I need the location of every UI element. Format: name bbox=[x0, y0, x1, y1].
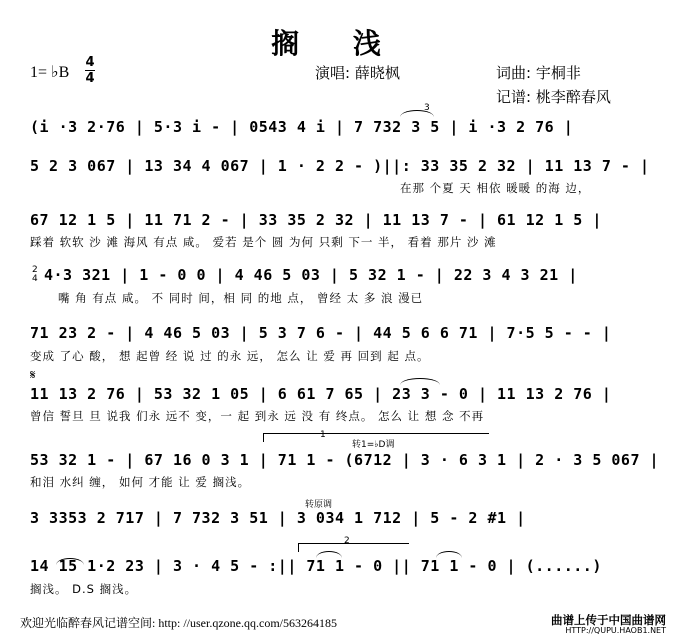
segno-sign: 𝄋 bbox=[30, 368, 36, 383]
tie-mark bbox=[436, 551, 462, 558]
score-row-9: 14 15 1·2 23 | 3 · 4 5 - :|| 71 1 - 0 || 71 1 - 0 | (......) bbox=[30, 557, 602, 575]
lyric-row-7: 和泪 水纠 缠， 如何 才能 让 爱 搁浅。 bbox=[30, 475, 251, 489]
score-row-4: 4·3 321 | 1 - 0 0 | 4 46 5 03 | 5 32 1 - | 22 3 4 3 21 | bbox=[44, 266, 578, 284]
lyric-row-3: 踩着 软软 沙 滩 海风 有点 咸。 爱若 是个 圆 为何 只剩 下一 半， 看着 那片 沙 滩 bbox=[30, 235, 497, 249]
watermark-text: 曲谱上传于中国曲谱网 bbox=[551, 613, 666, 627]
footer-credit: 欢迎光临醉春风记谱空间: http: //user.qzone.qq.com/563264185 bbox=[20, 616, 337, 630]
time-change-2-4: 2 4 bbox=[32, 265, 38, 284]
score-row-5: 71 23 2 - | 4 46 5 03 | 5 3 7 6 - | 44 5 6 6 71 | 7·5 5 - - | bbox=[30, 324, 612, 342]
time-signature-top: 4 bbox=[85, 55, 95, 70]
performer: 演唱: 薛晓枫 bbox=[315, 64, 400, 82]
score-row-3: 67 12 1 5 | 11 71 2 - | 33 35 2 32 | 11 13 7 - | 61 12 1 5 | bbox=[30, 211, 602, 229]
score-row-2: 5 2 3 067 | 13 34 4 067 | 1 · 2 2 - )||: 33 35 2 32 | 11 13 7 - | bbox=[30, 157, 650, 175]
watermark-url: HTTP://QUPU.HAOB1.NET bbox=[565, 626, 666, 635]
volta-2-bracket bbox=[298, 543, 409, 552]
lyric-row-4: 嘴 角 有点 咸。 不 同时 间，相 同 的地 点， 曾经 太 多 浪 漫已 bbox=[58, 291, 424, 305]
volta-1-label: 1 bbox=[320, 430, 326, 440]
key-signature: 1= ♭B bbox=[30, 64, 70, 81]
page-title: 搁 浅 bbox=[271, 27, 403, 60]
time-signature-bottom: 4 bbox=[85, 71, 95, 86]
modulation-label: 转1=♭D调 bbox=[352, 440, 395, 450]
return-key-label: 转原调 bbox=[305, 500, 333, 510]
score-row-7: 53 32 1 - | 67 16 0 3 1 | 71 1 - (6712 | 3 · 6 3 1 | 2 · 3 5 067 | bbox=[30, 451, 660, 469]
lyric-row-6: 曾信 誓旦 旦 说我 们永 远不 变，一 起 到永 远 没 有 终点。 怎么 让 想 念 不再 bbox=[30, 409, 485, 423]
transcriber: 记谱: 桃李醉春风 bbox=[496, 88, 611, 106]
score-row-8: 3 3353 2 717 | 7 732 3 51 | 3 034 1 712 | 5 - 2 #1 | bbox=[30, 509, 526, 527]
time-signature bbox=[85, 56, 95, 85]
volta-2-label: 2 bbox=[344, 536, 350, 546]
lyric-row-5: 变成 了心 酸， 想 起曾 经 说 过 的永 远， 怎么 让 爱 再 回到 起 点。 bbox=[30, 349, 430, 363]
lyric-row-2: 在那 个夏 天 相依 暖暖 的海 边， bbox=[400, 181, 591, 195]
tie-mark bbox=[56, 558, 84, 565]
tie-mark bbox=[400, 378, 440, 385]
composer: 词曲: 宇桐非 bbox=[496, 64, 581, 82]
score-row-1: (i ·3 2·76 | 5·3 i - | 0543 4 i | 7 732 3 5 | i ·3 2 76 | bbox=[30, 118, 574, 136]
triplet-mark: 3 bbox=[424, 103, 430, 113]
score-row-6: 11 13 2 76 | 53 32 1 05 | 6 61 7 65 | 23 3 - 0 | 11 13 2 76 | bbox=[30, 385, 612, 403]
tie-mark bbox=[316, 551, 342, 558]
lyric-row-9: 搁浅。 D.S 搁浅。 bbox=[30, 582, 138, 596]
